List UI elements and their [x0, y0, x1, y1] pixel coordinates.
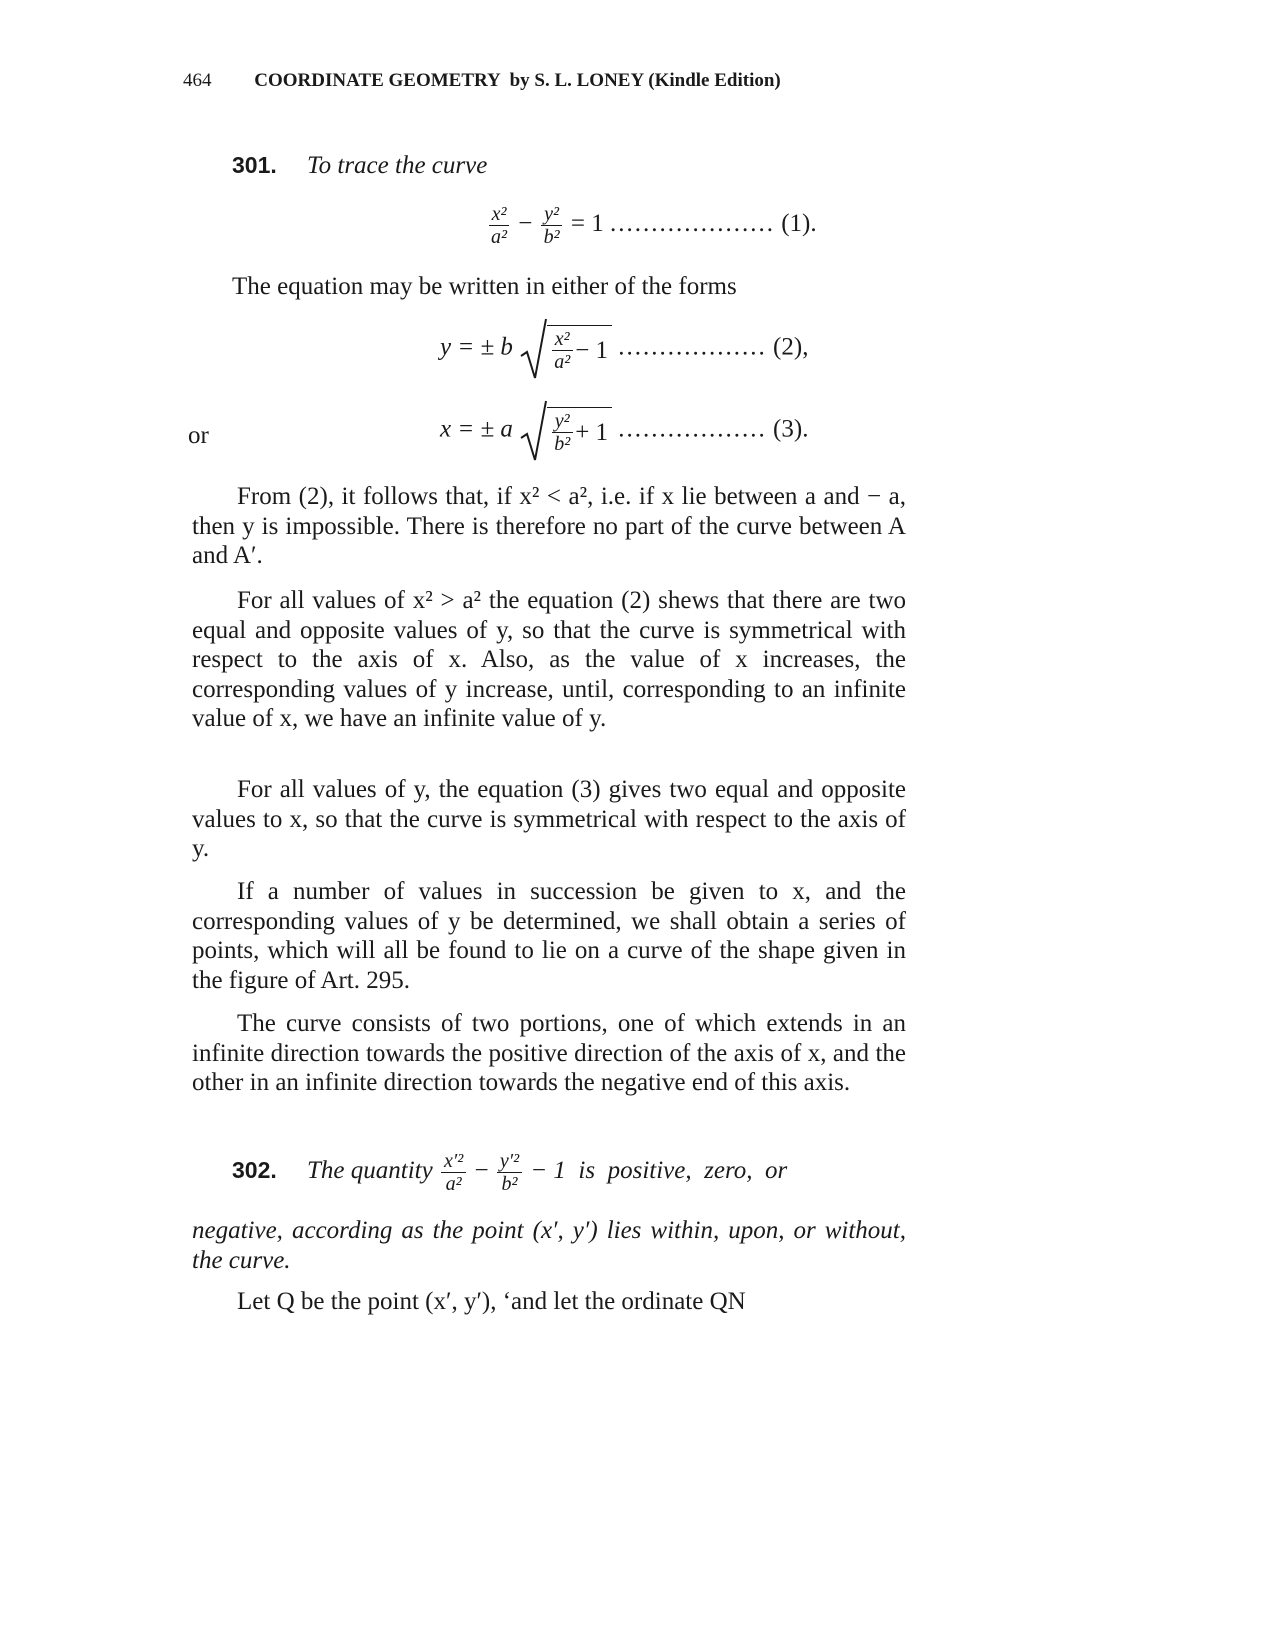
paragraph: From (2), it follows that, if x² < a², i.e. if x lie between a and − a, then y is impossible. There is therefore no part of the curve between A and A′. — [192, 483, 906, 569]
equation-3: x = ± a $\frac{\text{y²}}{\text{b²}}$ + 1 .................. (3). — [440, 400, 808, 462]
radical-sign-icon — [519, 318, 547, 380]
fraction: $\frac{\text{x²}}{\text{a²}}$ — [488, 203, 510, 248]
section-number: 302. — [232, 1157, 277, 1184]
fraction: $\frac{\text{y′²}}{\text{b²}}$ — [497, 1150, 522, 1195]
equation-label: (2), — [773, 333, 809, 361]
paragraph: If a number of values in succession be given to x, and the corresponding values of y be determined, we shall obtain a series of points, which will all be found to lie on a curve of the shape given in the figure of Art. 295. — [192, 878, 906, 994]
paragraph: The curve consists of two portions, one of which extends in an infinite direction towards the positive direction of the axis of x, and the other in an infinite direction towards the negative end of this axis. — [192, 1010, 906, 1096]
leader-dots: .................. — [618, 415, 767, 443]
radical: $\frac{\text{y²}}{\text{b²}}$ + 1 — [519, 400, 612, 462]
fraction: $\frac{\text{y²}}{\text{b²}}$ — [541, 203, 563, 248]
equation-label: (3). — [773, 415, 809, 443]
radical: $\frac{\text{x²}}{\text{a²}}$ − 1 — [519, 318, 612, 380]
equation-label: (1). — [781, 210, 817, 238]
section-title: To trace the curve — [307, 152, 488, 179]
page-number: 464 — [183, 70, 212, 91]
running-title: COORDINATE GEOMETRY by S. L. LONEY (Kindle Edition) — [254, 70, 781, 91]
paragraph: For all values of x² > a² the equation (2) shews that there are two equal and opposite values of y, so that the curve is symmetrical with respect to the axis of x. Also, as the value of x increases, the corresponding values of y increase, until, corresponding to an infinite value of x, we have an infinite value of y. — [192, 587, 906, 732]
equation-2: y = ± b $\frac{\text{x²}}{\text{a²}}$ − 1 .................. (2), — [440, 318, 808, 380]
leader-dots: .................... — [609, 210, 775, 238]
intro-line: The equation may be written in either of the forms — [232, 273, 737, 300]
equation-1: $\frac{\text{x²}}{\text{a²}}$ − $\frac{\text{y²}}{\text{b²}}$ = 1 .................... (1). — [486, 203, 817, 248]
leader-dots: .................. — [618, 333, 767, 361]
radical-sign-icon — [519, 400, 547, 462]
section-number: 301. — [232, 152, 277, 178]
running-head — [183, 70, 781, 92]
paragraph: Let Q be the point (x′, y′), ‘and let the ordinate QN — [237, 1288, 746, 1315]
paragraph: For all values of y, the equation (3) gives two equal and opposite values to x, so that the curve is symmetrical with respect to the axis of y. — [192, 776, 906, 862]
section-302-heading: 302. The quantity $\frac{\text{x′²}}{\text{a²}}$ − $\frac{\text{y′²}}{\text{b²}}$ − 1 is positive, zero, or — [232, 1150, 788, 1195]
section-301-heading — [232, 150, 487, 181]
fraction: $\frac{\text{x′²}}{\text{a²}}$ — [441, 1150, 466, 1195]
or-word: or — [188, 422, 209, 449]
section-302-statement: negative, according as the point (x′, y′) lies within, upon, or without, the curve. — [192, 1217, 906, 1274]
